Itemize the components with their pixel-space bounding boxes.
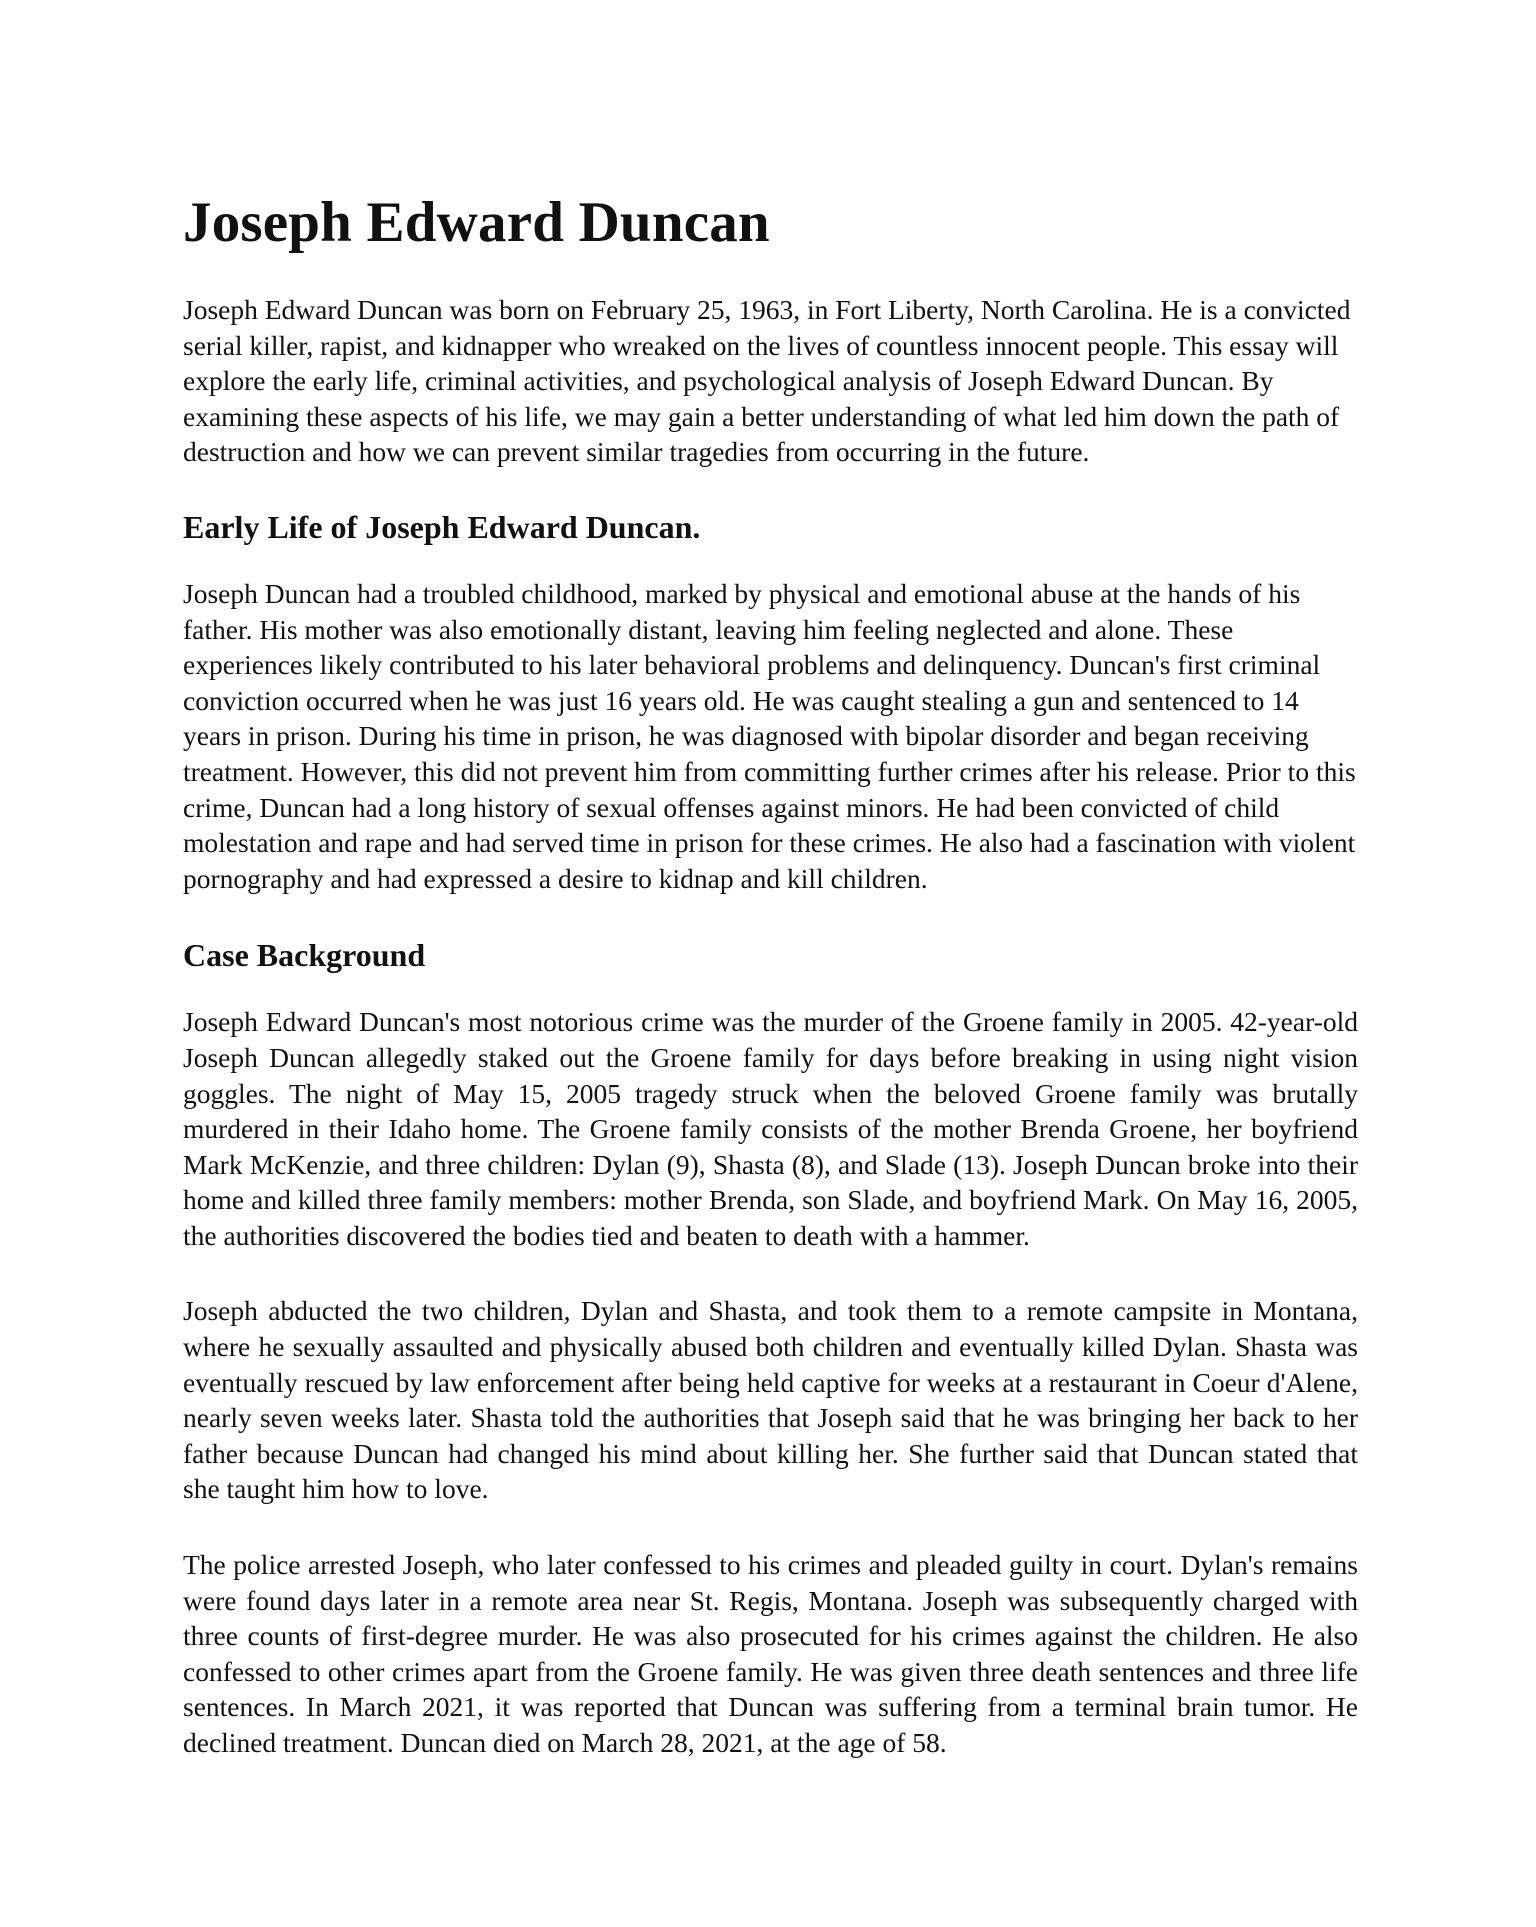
document-title: Joseph Edward Duncan xyxy=(183,191,770,254)
intro-paragraph: Joseph Edward Duncan was born on February 25, 1963, in Fort Liberty, North Carolina. He is a convicted serial killer, rapist, and kidnapper who wreaked on the lives of countless innocent people. This essay will explore the early life, criminal activities, and psychological analysis of Joseph Edward Duncan. By examining these aspects of his life, we may gain a better understanding of what led him down the path of destruction and how we can prevent similar tragedies from occurring in the future. xyxy=(183,294,1351,468)
case-background-paragraph-3: The police arrested Joseph, who later confessed to his crimes and pleaded guilty in court. Dylan's remains were found days later in a remote area near St. Regis, Montana. Joseph was subsequently charged with three counts of first-degree murder. He was also prosecuted for his crimes against the children. He also confessed to other crimes apart from the Groene family. He was given three death sentences and three life sentences. In March 2021, it was reported that Duncan was suffering from a terminal brain tumor. He declined treatment. Duncan died on March 28, 2021, at the age of 58. xyxy=(183,1549,1358,1758)
early-life-paragraph: Joseph Duncan had a troubled childhood, marked by physical and emotional abuse at the hands of his father. His mother was also emotionally distant, leaving him feeling neglected and alone. These experiences likely contributed to his later behavioral problems and delinquency. Duncan's first criminal conviction occurred when he was just 16 years old. He was caught stealing a gun and sentenced to 14 years in prison. During his time in prison, he was diagnosed with bipolar disorder and began receiving treatment. However, this did not prevent him from committing further crimes after his release. Prior to this crime, Duncan had a long history of sexual offenses against minors. He had been convicted of child molestation and rape and had served time in prison for these crimes. He also had a fascination with violent pornography and had expressed a desire to kidnap and kill children. xyxy=(183,577,1356,894)
section-heading-case-background: Case Background xyxy=(183,937,426,974)
section-heading-early-life: Early Life of Joseph Edward Duncan. xyxy=(183,508,701,545)
document-body xyxy=(183,190,1358,1801)
case-background-paragraph-1: Joseph Edward Duncan's most notorious crime was the murder of the Groene family in 2005. 42-year-old Joseph Duncan allegedly staked out the Groene family for days before breaking in using night vision goggles. The night of May 15, 2005 tragedy struck when the beloved Groene family was brutally murdered in their Idaho home. The Groene family consists of the mother Brenda Groene, her boyfriend Mark McKenzie, and three children: Dylan (9), Shasta (8), and Slade (13). Joseph Duncan broke into their home and killed three family members: mother Brenda, son Slade, and boyfriend Mark. On May 16, 2005, the authorities discovered the bodies tied and beaten to death with a hammer. xyxy=(183,1006,1358,1251)
case-background-paragraph-2: Joseph abducted the two children, Dylan and Shasta, and took them to a remote campsite in Montana, where he sexually assaulted and physically abused both children and eventually killed Dylan. Shasta was eventually rescued by law enforcement after being held captive for weeks at a restaurant in Coeur d'Alene, nearly seven weeks later. Shasta told the authorities that Joseph said that he was bringing her back to her father because Duncan had changed his mind about killing her. She further said that Duncan stated that she taught him how to love. xyxy=(183,1295,1358,1505)
